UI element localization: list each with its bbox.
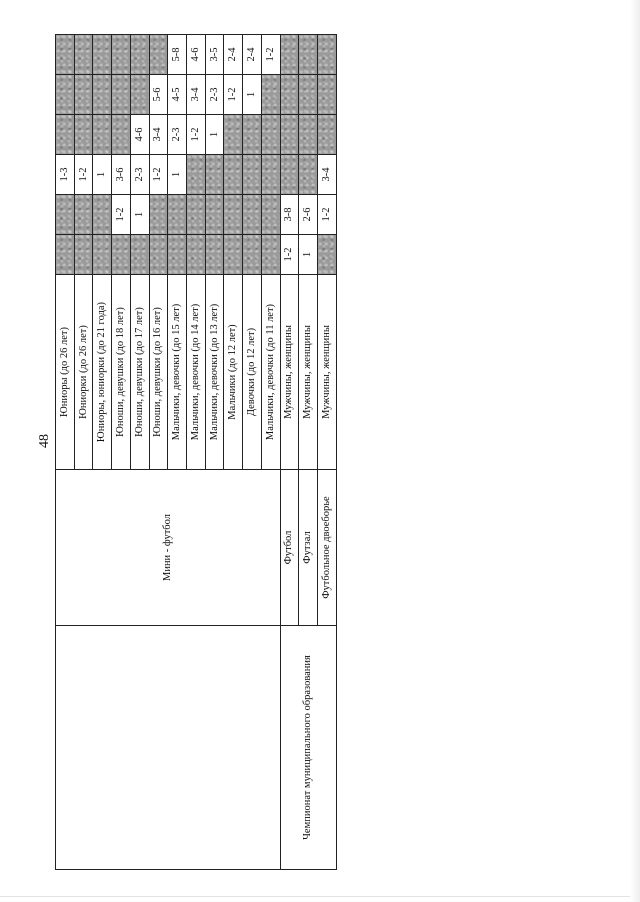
shaded-cell — [74, 195, 93, 235]
shaded-cell — [56, 235, 75, 275]
place-range-cell: 4-6 — [187, 35, 206, 75]
shaded-cell — [112, 75, 131, 115]
qualification-table — [55, 34, 337, 870]
shaded-cell — [299, 115, 318, 155]
shaded-cell — [74, 115, 93, 155]
shaded-cell — [318, 75, 337, 115]
shaded-cell — [299, 75, 318, 115]
sport-cell: Футбольное двоеборье — [318, 470, 337, 626]
place-range-cell: 1 — [205, 115, 224, 155]
table-row — [56, 35, 75, 870]
category-cell — [56, 626, 281, 870]
place-range-cell: 1-2 — [187, 115, 206, 155]
place-range-cell: 1-2 — [261, 35, 280, 75]
scan-shadow — [630, 0, 640, 902]
category-cell: Чемпионат муниципального образования — [280, 626, 336, 870]
place-range-cell: 4-5 — [168, 75, 187, 115]
shaded-cell — [280, 155, 299, 195]
shaded-cell — [205, 235, 224, 275]
shaded-cell — [187, 235, 206, 275]
age-group-cell: Юноши, девушки (до 17 лет) — [130, 275, 149, 470]
shaded-cell — [130, 75, 149, 115]
place-range-cell: 1-2 — [149, 155, 168, 195]
shaded-cell — [74, 75, 93, 115]
shaded-cell — [261, 75, 280, 115]
age-group-cell: Юниорки (до 26 лет) — [74, 275, 93, 470]
shaded-cell — [318, 235, 337, 275]
age-group-cell: Мальчики, девочки (до 13 лет) — [205, 275, 224, 470]
place-range-cell: 3-8 — [280, 195, 299, 235]
place-range-cell: 1-2 — [224, 75, 243, 115]
shaded-cell — [224, 235, 243, 275]
shaded-cell — [261, 235, 280, 275]
age-group-cell: Юноши, девушки (до 16 лет) — [149, 275, 168, 470]
shaded-cell — [130, 35, 149, 75]
place-range-cell: 1-2 — [112, 195, 131, 235]
shaded-cell — [93, 115, 112, 155]
shaded-cell — [261, 115, 280, 155]
shaded-cell — [187, 155, 206, 195]
shaded-cell — [299, 35, 318, 75]
place-range-cell: 2-3 — [205, 75, 224, 115]
place-range-cell: 1-3 — [56, 155, 75, 195]
shaded-cell — [56, 75, 75, 115]
place-range-cell: 5-6 — [149, 75, 168, 115]
age-group-cell: Мужчины, женщины — [299, 275, 318, 470]
age-group-cell: Девочки (до 12 лет) — [243, 275, 262, 470]
place-range-cell: 1 — [299, 235, 318, 275]
rotated-table-wrapper — [55, 35, 336, 870]
place-range-cell: 2-6 — [299, 195, 318, 235]
shaded-cell — [280, 115, 299, 155]
place-range-cell: 1 — [93, 155, 112, 195]
shaded-cell — [243, 115, 262, 155]
shaded-cell — [149, 235, 168, 275]
place-range-cell: 3-6 — [112, 155, 131, 195]
shaded-cell — [149, 195, 168, 235]
shaded-cell — [299, 155, 318, 195]
place-range-cell: 1-2 — [280, 235, 299, 275]
shaded-cell — [224, 155, 243, 195]
shaded-cell — [130, 235, 149, 275]
table-row — [280, 35, 299, 870]
place-range-cell: 3-4 — [187, 75, 206, 115]
place-range-cell: 2-3 — [130, 155, 149, 195]
shaded-cell — [56, 35, 75, 75]
shaded-cell — [224, 195, 243, 235]
sport-cell: Футбол — [280, 470, 299, 626]
age-group-cell: Юниоры, юниорки (до 21 года) — [93, 275, 112, 470]
age-group-cell: Мальчики, девочки (до 11 лет) — [261, 275, 280, 470]
age-group-cell: Мальчики, девочки (до 14 лет) — [187, 275, 206, 470]
age-group-cell: Юноши, девушки (до 18 лет) — [112, 275, 131, 470]
shaded-cell — [93, 195, 112, 235]
place-range-cell: 2-4 — [224, 35, 243, 75]
age-group-cell: Мальчики (до 12 лет) — [224, 275, 243, 470]
shaded-cell — [280, 75, 299, 115]
shaded-cell — [261, 195, 280, 235]
table-body — [56, 35, 337, 870]
place-range-cell: 1-2 — [318, 195, 337, 235]
place-range-cell: 4-6 — [130, 115, 149, 155]
age-group-cell: Мужчины, женщины — [318, 275, 337, 470]
shaded-cell — [280, 35, 299, 75]
place-range-cell: 1-2 — [74, 155, 93, 195]
shaded-cell — [205, 155, 224, 195]
shaded-cell — [56, 195, 75, 235]
shaded-cell — [74, 35, 93, 75]
shaded-cell — [74, 235, 93, 275]
shaded-cell — [93, 35, 112, 75]
shaded-cell — [318, 35, 337, 75]
place-range-cell: 2-3 — [168, 115, 187, 155]
shaded-cell — [56, 115, 75, 155]
place-range-cell: 1 — [130, 195, 149, 235]
shaded-cell — [168, 235, 187, 275]
shaded-cell — [112, 35, 131, 75]
sport-cell: Футзал — [299, 470, 318, 626]
shaded-cell — [224, 115, 243, 155]
shaded-cell — [112, 115, 131, 155]
shaded-cell — [93, 235, 112, 275]
place-range-cell: 1 — [168, 155, 187, 195]
place-range-cell: 3-4 — [149, 115, 168, 155]
shaded-cell — [243, 195, 262, 235]
shaded-cell — [187, 195, 206, 235]
place-range-cell: 5-8 — [168, 35, 187, 75]
shaded-cell — [243, 235, 262, 275]
place-range-cell: 1 — [243, 75, 262, 115]
shaded-cell — [261, 155, 280, 195]
shaded-cell — [112, 235, 131, 275]
place-range-cell: 3-5 — [205, 35, 224, 75]
shaded-cell — [205, 195, 224, 235]
shaded-cell — [149, 35, 168, 75]
page-number: 48 — [37, 434, 52, 448]
place-range-cell: 3-4 — [318, 155, 337, 195]
place-range-cell: 2-4 — [243, 35, 262, 75]
shaded-cell — [243, 155, 262, 195]
age-group-cell: Мужчины, женщины — [280, 275, 299, 470]
shaded-cell — [93, 75, 112, 115]
shaded-cell — [318, 115, 337, 155]
sport-cell: Мини - футбол — [56, 470, 281, 626]
shaded-cell — [168, 195, 187, 235]
age-group-cell: Мальчики, девочки (до 15 лет) — [168, 275, 187, 470]
age-group-cell: Юниоры (до 26 лет) — [56, 275, 75, 470]
